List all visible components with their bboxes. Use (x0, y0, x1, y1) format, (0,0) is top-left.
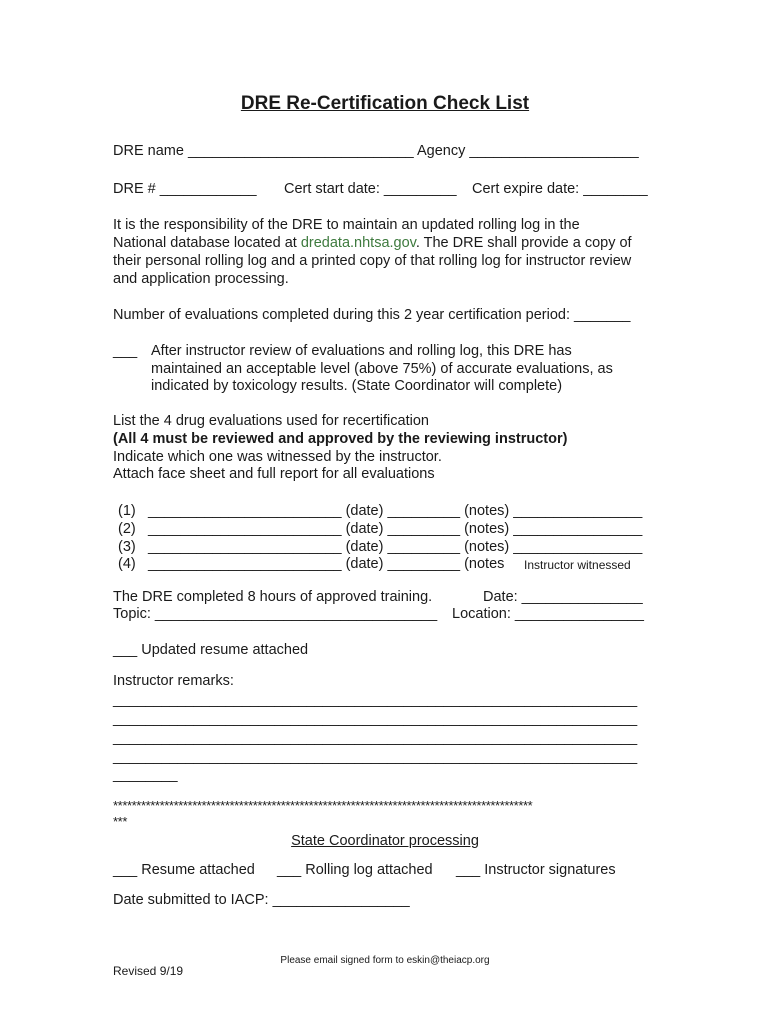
updated-resume-checkbox[interactable]: ___ Updated resume attached (113, 642, 309, 658)
remarks-line-1[interactable]: _________________________________________________________________ (113, 692, 638, 708)
remarks-line-4[interactable]: _________________________________________________________________ (113, 749, 638, 765)
training-location-field[interactable]: Location: ________________ (452, 606, 644, 622)
instructor-signatures-checkbox[interactable]: ___ Instructor signatures (456, 862, 616, 878)
intro-line-1: It is the responsibility of the DRE to maintain an updated rolling log in the (113, 217, 580, 233)
eval-row-2-fields[interactable]: ________________________ (date) _________ (notes) ________________ (148, 521, 643, 537)
dre-number-field[interactable]: DRE # ____________ (113, 181, 257, 197)
intro-line-4: and application processing. (113, 271, 289, 287)
eval-row-1-num: (1) (118, 503, 136, 519)
dredata-link[interactable]: dredata.nhtsa.gov (300, 235, 416, 251)
review-line-1: After instructor review of evaluations and rolling log, this DRE has (151, 343, 572, 359)
eval-row-4-num: (4) (118, 556, 136, 572)
date-submitted-field[interactable]: Date submitted to IACP: _________________ (113, 892, 410, 908)
instructor-witnessed-note: Instructor witnessed (524, 558, 631, 572)
remarks-line-3[interactable]: _________________________________________________________________ (113, 730, 638, 746)
eval-row-1-fields[interactable]: ________________________ (date) _________ (notes) ________________ (148, 503, 643, 519)
cert-expire-date-field[interactable]: Cert expire date: ________ (472, 181, 648, 197)
review-line-2: maintained an acceptable level (above 75%) of accurate evaluations, as (151, 361, 613, 377)
training-topic-field[interactable]: Topic: ___________________________________ (113, 606, 438, 622)
eval-row-4-fields[interactable]: ________________________ (date) _________ (notes (148, 556, 505, 572)
separator-stars: ****************************************************************************************** (113, 798, 533, 813)
eval-row-2-num: (2) (118, 521, 136, 537)
eval-row-3-num: (3) (118, 539, 136, 555)
intro-line-2-prefix: National database located at (113, 235, 301, 251)
evaluations-count-field[interactable]: Number of evaluations completed during this 2 year certification period: _______ (113, 307, 631, 323)
intro-line-3: their personal rolling log and a printed copy of that rolling log for instructor review (113, 253, 632, 269)
dre-name-agency-line[interactable]: DRE name ____________________________ Agency _____________________ (113, 143, 639, 159)
review-line-3: indicated by toxicology results. (State Coordinator will complete) (151, 378, 563, 394)
email-instruction: Please email signed form to eskin@theiacp.org (280, 955, 490, 966)
drug-evals-line-3: Indicate which one was witnessed by the instructor. (113, 449, 442, 465)
resume-attached-checkbox[interactable]: ___ Resume attached (113, 862, 255, 878)
drug-evals-line-2: (All 4 must be reviewed and approved by the reviewing instructor) (113, 431, 568, 447)
intro-line-2-suffix: . The DRE shall provide a copy of (415, 235, 632, 251)
remarks-line-2[interactable]: _________________________________________________________________ (113, 711, 638, 727)
rolling-log-attached-checkbox[interactable]: ___ Rolling log attached (277, 862, 433, 878)
cert-start-date-field[interactable]: Cert start date: _________ (284, 181, 457, 197)
separator-stars-tail: *** (113, 814, 127, 829)
review-checkbox-blank[interactable]: ___ (113, 343, 138, 359)
revision-label: Revised 9/19 (113, 964, 184, 978)
drug-evals-line-4: Attach face sheet and full report for all evaluations (113, 466, 435, 482)
training-date-field[interactable]: Date: _______________ (483, 589, 643, 605)
intro-line-2 (113, 234, 632, 252)
eval-row-3-fields[interactable]: ________________________ (date) _________ (notes) ________________ (148, 539, 643, 555)
page-title: DRE Re-Certification Check List (240, 93, 530, 114)
training-statement: The DRE completed 8 hours of approved training. (113, 589, 433, 605)
instructor-remarks-label: Instructor remarks: (113, 673, 234, 689)
drug-evals-line-1: List the 4 drug evaluations used for recertification (113, 413, 429, 429)
state-coordinator-heading: State Coordinator processing (291, 833, 479, 849)
remarks-line-5[interactable]: ________ (113, 767, 178, 783)
